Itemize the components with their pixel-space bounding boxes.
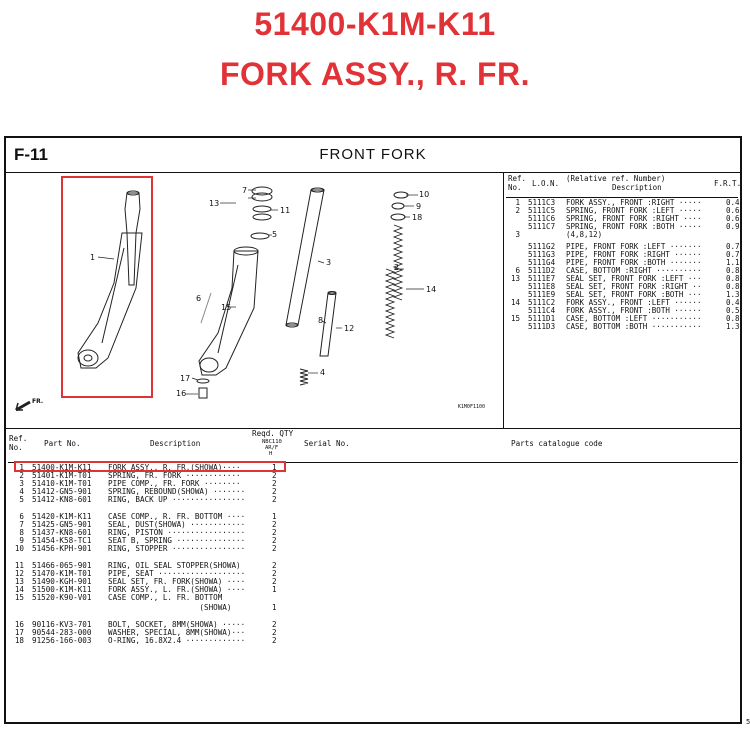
parts-list-ref: 14 <box>14 585 24 594</box>
parts-list-ref: 9 <box>19 536 24 545</box>
description-header: Description <box>612 183 662 192</box>
parts-list-ref: 1 <box>19 463 24 472</box>
callout-13: 13 <box>209 199 220 208</box>
parts-list-qty: 2 <box>272 544 277 553</box>
parts-list-ref: 12 <box>14 569 24 578</box>
parts-list-ref: 10 <box>14 544 24 553</box>
ref-table-desc: PIPE, FRONT FORK :BOTH ······· <box>566 258 702 267</box>
ref-table-ref: 1 <box>515 198 520 207</box>
parts-list-desc: PIPE COMP., FR. FORK ········ <box>108 479 241 488</box>
parts-list-qty: 1 <box>272 603 277 612</box>
ref-table-desc: SPRING, FRONT FORK :BOTH ····· <box>566 222 702 231</box>
ref-table-desc: SPRING, FRONT FORK :RIGHT ···· <box>566 214 702 223</box>
callout-2: 2 <box>394 263 400 272</box>
parts-list-part-no: 51520-K90-V01 <box>32 593 92 602</box>
parts-list <box>6 429 740 722</box>
section-name: FRONT FORK <box>319 146 427 163</box>
ref-table-lon: 5111G2 <box>528 242 556 251</box>
ref-table-frt: 1.1 <box>726 258 740 267</box>
parts-list-part-no: 51412-GN5-901 <box>32 487 92 496</box>
relative-ref-header: (Relative ref. Number) <box>566 174 666 183</box>
callout-7: 7 <box>242 186 248 195</box>
ref-table-desc: PIPE, FRONT FORK :LEFT ······· <box>566 242 702 251</box>
callout-11: 11 <box>280 206 291 215</box>
callout-16: 16 <box>176 389 187 398</box>
parts-list-ref: 8 <box>19 528 24 537</box>
ref-table-ref: 14 <box>510 298 520 307</box>
list-no-header: No. <box>9 443 23 452</box>
ref-table-frt: 0.6 <box>726 214 740 223</box>
serial-header: Serial No. <box>304 439 350 448</box>
parts-list-ref: 5 <box>19 495 24 504</box>
lon-reference-table <box>504 173 740 429</box>
parts-list-ref: 16 <box>14 620 24 629</box>
parts-list-qty: 2 <box>272 628 277 637</box>
exploded-diagram <box>6 173 504 429</box>
parts-list-desc: SPRING, REBOUND(SHOWA) ······· <box>108 487 246 496</box>
ref-table-frt: 0.4 <box>726 298 740 307</box>
parts-list-part-no: 51401-K1M-T01 <box>32 471 92 480</box>
parts-list-qty: 2 <box>272 471 277 480</box>
parts-list-desc: RING, OIL SEAL STOPPER(SHOWA) <box>108 561 241 570</box>
part-number-title: 51400-K1M-K11 <box>254 6 496 42</box>
ref-table-frt: 0.6 <box>726 206 740 215</box>
ref-table-desc: SPRING, FRONT FORK :LEFT ····· <box>566 206 702 215</box>
model-header: NBC110 <box>262 439 282 445</box>
ref-table-lon: 5111G4 <box>528 258 556 267</box>
callout-17: 17 <box>180 374 191 383</box>
parts-list-ref: 18 <box>14 636 24 645</box>
reqd-qty-header: Reqd. QTY <box>252 429 294 438</box>
parts-list-part-no: 51437-KN8-601 <box>32 528 92 537</box>
ref-table-lon: 5111C5 <box>528 206 556 215</box>
model-header-3: H <box>269 451 273 457</box>
parts-list-desc: RING, BACK UP ················ <box>108 495 246 504</box>
parts-list-part-no: 90116-KV3-701 <box>32 620 92 629</box>
ref-table-frt: 0.7 <box>726 250 740 259</box>
list-description-header: Description <box>150 439 201 448</box>
parts-list-qty: 2 <box>272 620 277 629</box>
ref-table-desc: SEAL SET, FRONT FORK :BOTH ··· <box>566 290 702 299</box>
callout-9: 9 <box>416 202 422 211</box>
part-name-title: FORK ASSY., R. FR. <box>219 56 531 92</box>
direction-label: FR. <box>32 398 44 405</box>
parts-list-qty: 1 <box>272 512 277 521</box>
ref-table-desc: PIPE, FRONT FORK :RIGHT ······ <box>566 250 702 259</box>
parts-list-part-no: 51420-K1M-K11 <box>32 512 92 521</box>
parts-list-qty: 2 <box>272 569 277 578</box>
model-header-2: AR/F <box>265 445 279 451</box>
ref-table-ref: 3 <box>515 230 520 239</box>
parts-list-ref: 4 <box>19 487 24 496</box>
callout-12: 12 <box>344 324 355 333</box>
edge-mark: 5 <box>746 718 750 726</box>
seal-stack <box>251 187 272 239</box>
parts-list-desc: PIPE, SEAT ··················· <box>108 569 246 578</box>
parts-list-qty: 1 <box>272 463 277 472</box>
figure-code: K1M0F1100 <box>457 404 485 410</box>
ref-table-lon: 5111G3 <box>528 250 556 259</box>
ref-table-ref: 15 <box>510 314 520 323</box>
parts-list-desc: WASHER, SPECIAL, 8MM(SHOWA)··· <box>108 628 246 637</box>
ref-no-header: No. <box>508 183 522 192</box>
parts-list-qty: 2 <box>272 487 277 496</box>
callout-6: 6 <box>196 294 202 303</box>
callout-10: 10 <box>419 190 430 199</box>
part-no-header: Part No. <box>44 439 81 448</box>
ref-table-lon: 5111D3 <box>528 322 556 331</box>
ref-table-lon: 5111E7 <box>528 274 556 283</box>
ref-table-desc: CASE, BOTTOM :BOTH ··········· <box>566 322 702 331</box>
parts-list-ref: 2 <box>19 471 24 480</box>
list-ref-header: Ref. <box>9 434 28 443</box>
parts-list-qty: 2 <box>272 528 277 537</box>
ref-table-lon: 5111C4 <box>528 306 556 315</box>
parts-list-qty: 2 <box>272 636 277 645</box>
ref-header: Ref. <box>508 174 527 183</box>
ref-table-frt: 0.9 <box>726 222 740 231</box>
parts-list-desc: O-RING, 16.8X2.4 ············· <box>108 636 246 645</box>
parts-sheet <box>4 136 742 724</box>
ref-table-frt: 0.8 <box>726 282 740 291</box>
parts-list-ref: 11 <box>14 561 24 570</box>
parts-list-desc: SEAL SET, FR. FORK(SHOWA) ···· <box>108 577 246 586</box>
callout-14: 14 <box>426 285 437 294</box>
callout-5: 5 <box>272 230 278 239</box>
ref-table-ref: 13 <box>510 274 520 283</box>
ref-table-lon: 5111C6 <box>528 214 556 223</box>
ref-table-frt: 0.5 <box>726 306 740 315</box>
parts-list-desc: RING, STOPPER ················ <box>108 544 246 553</box>
bolt-washer <box>197 379 209 398</box>
lon-header: L.O.N. <box>532 179 560 188</box>
fork-spring <box>386 225 402 338</box>
parts-list-part-no: 51456-KPH-901 <box>32 544 92 553</box>
section-code: F-11 <box>14 145 49 164</box>
callout-4: 4 <box>320 368 326 377</box>
ref-table-desc: CASE, BOTTOM :RIGHT ·········· <box>566 266 702 275</box>
parts-list-ref: 6 <box>19 512 24 521</box>
callout-15: 15 <box>221 303 232 312</box>
parts-list-qty: 2 <box>272 479 277 488</box>
parts-list-part-no: 51470-K1M-T01 <box>32 569 92 578</box>
frt-header: F.R.T. <box>714 179 742 188</box>
parts-list-desc: FORK ASSY., R. FR.(SHOWA)···· <box>108 463 241 472</box>
parts-list-qty: 2 <box>272 536 277 545</box>
parts-list-part-no: 91256-166-003 <box>32 636 92 645</box>
ref-table-frt: 0.8 <box>726 266 740 275</box>
highlight-fork-assy <box>61 176 153 398</box>
parts-list-part-no: 51500-K1M-K11 <box>32 585 92 594</box>
highlight-row-1 <box>14 461 286 472</box>
parts-list-desc: FORK ASSY., L. FR.(SHOWA) ···· <box>108 585 246 594</box>
ref-table-lon: 5111C7 <box>528 222 556 231</box>
parts-list-part-no: 51410-K1M-T01 <box>32 479 92 488</box>
parts-list-part-no: 51425-GN5-901 <box>32 520 92 529</box>
parts-list-qty: 2 <box>272 520 277 529</box>
parts-list-desc: SEAL, DUST(SHOWA) ············ <box>108 520 246 529</box>
ref-table-lon: 5111D1 <box>528 314 556 323</box>
callout-3: 3 <box>326 258 332 267</box>
sheet-header <box>6 138 740 173</box>
ref-table-lon: 5111C2 <box>528 298 556 307</box>
ref-table-desc: FORK ASSY., FRONT :RIGHT ····· <box>566 198 702 207</box>
rebound-spring <box>300 369 308 385</box>
ref-table-frt: 1.3 <box>726 290 740 299</box>
ref-table-frt: 0.7 <box>726 242 740 251</box>
ref-table-lon: 5111C3 <box>528 198 556 207</box>
ref-table-lon: 5111E9 <box>528 290 556 299</box>
parts-list-part-no: 51466-065-901 <box>32 561 92 570</box>
parts-list-desc: (SHOWA) <box>108 603 232 612</box>
parts-list-qty: 1 <box>272 585 277 594</box>
catalogue-header: Parts catalogue code <box>511 439 603 448</box>
parts-list-part-no: 51490-KGH-901 <box>32 577 92 586</box>
parts-list-ref: 3 <box>19 479 24 488</box>
ref-table-lon: 5111E8 <box>528 282 556 291</box>
parts-list-part-no: 51454-K58-TC1 <box>32 536 92 545</box>
ref-table-frt: 0.8 <box>726 314 740 323</box>
parts-list-ref: 13 <box>14 577 24 586</box>
parts-list-qty: 2 <box>272 495 277 504</box>
parts-list-part-no: 51412-KN8-601 <box>32 495 92 504</box>
ref-table-desc: FORK ASSY., FRONT :LEFT ······ <box>566 298 702 307</box>
parts-list-qty: 2 <box>272 561 277 570</box>
ref-table-desc: FORK ASSY., FRONT :BOTH ······ <box>566 306 702 315</box>
parts-list-desc: SPRING, FR. FORK ············ <box>108 471 241 480</box>
ref-table-frt: 0.4 <box>726 198 740 207</box>
parts-list-ref: 15 <box>14 593 24 602</box>
parts-list-desc: SEAT B, SPRING ··············· <box>108 536 246 545</box>
parts-list-part-no: 90544-283-000 <box>32 628 92 637</box>
fork-pipe <box>286 188 324 327</box>
parts-list-desc: BOLT, SOCKET, 8MM(SHOWA) ····· <box>108 620 246 629</box>
ref-table-ref: 2 <box>515 206 520 215</box>
callout-8: 8 <box>318 316 324 325</box>
ref-table-desc: CASE, BOTTOM :LEFT ··········· <box>566 314 702 323</box>
parts-list-desc: RING, PISTON ················· <box>108 528 246 537</box>
parts-list-part-no: 51400-K1M-K11 <box>32 463 92 472</box>
ref-table-desc: (4,8,12) <box>566 230 603 239</box>
ref-table-desc: SEAL SET, FRONT FORK :RIGHT ·· <box>566 282 702 291</box>
ref-table-frt: 0.8 <box>726 274 740 283</box>
ref-table-desc: SEAL SET, FRONT FORK :LEFT ··· <box>566 274 702 283</box>
ref-table-frt: 1.3 <box>726 322 740 331</box>
parts-list-ref: 17 <box>14 628 24 637</box>
parts-list-desc: CASE COMP., L. FR. BOTTOM <box>108 593 223 602</box>
parts-list-qty: 2 <box>272 577 277 586</box>
parts-list-desc: CASE COMP., R. FR. BOTTOM ···· <box>108 512 246 521</box>
parts-list-ref: 7 <box>19 520 24 529</box>
callout-1: 1 <box>90 253 96 262</box>
callout-18: 18 <box>412 213 423 222</box>
ref-table-ref: 6 <box>515 266 520 275</box>
ref-table-lon: 5111D2 <box>528 266 556 275</box>
